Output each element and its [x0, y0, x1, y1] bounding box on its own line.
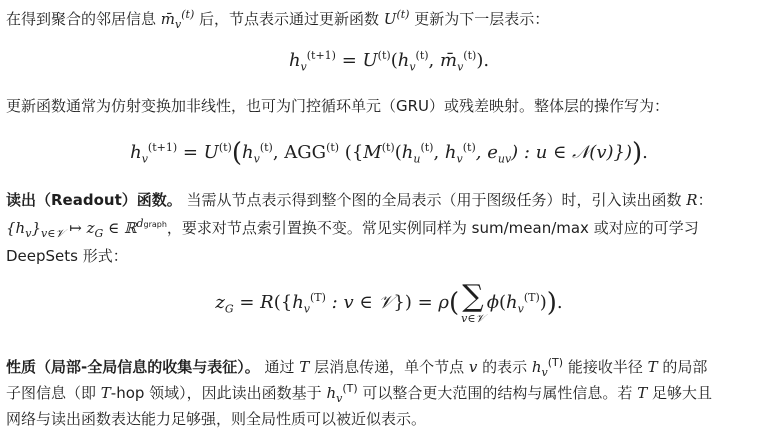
property-heading: 性质（局部-全局信息的收集与表征）。 — [6, 358, 260, 376]
equation-readout: $z_G = R(\{h_v^{(T)}$ : v ∈ 𝒱}) = ρ( ∑ v∈𝒱 $\phi(h_v^{(T)})$). — [215, 279, 563, 325]
math-U: $U^{(t)}$ — [383, 8, 410, 28]
equation-update: $h_v^{(t+1)} = U^{(t)}(h_v^{(t)}$, $m̄_v^{(t)}$). — [288, 49, 490, 74]
math-m-bar: $m̄_v^{(t)}$ — [160, 8, 195, 31]
paragraph-update-options: 更新函数通常为仿射变换加非线性，也可为门控循环单元（GRU）或残差映射。整体层的操作写为： — [6, 97, 670, 115]
paragraph-property-line2: 子图信息（即 T-hop 领域），因此读出函数基于 $h_v^{(T)}$ 可以整合更大范围的结构与属性信息。若 T 足够大且 — [6, 382, 712, 405]
paragraph-property-line3: 网络与读出函数表达能力足够强，则全局性质可以被近似表示。 — [6, 410, 427, 428]
text: 后，节点表示通过更新函数 — [194, 10, 384, 28]
text: 更新为下一层表示： — [409, 10, 550, 28]
equation-layer: $h_v^{(t+1)} = U^{(t)}(h_v^{(t)}$, AGG$^{(t)}$ ({$M^{(t)}(h_u^{(t)}$, $h_v^{(t)}$, $e_{uv}$) : u ∈ 𝒩(v)})). — [130, 138, 648, 168]
readout-heading: 读出（Readout）函数。 — [6, 191, 182, 209]
paragraph-readout-line2: $\{h_v\}_{v\in 𝒱}$ ↦ $z_G$ ∈ ℝ$^{dgraph}$，要求对节点索引置换不变。常见实例同样为 sum/mean/max 或对应的可学习 — [6, 217, 699, 240]
summation: ∑ v∈𝒱 — [461, 279, 485, 325]
paragraph-readout-line3: DeepSets 形式： — [6, 247, 128, 265]
paragraph-property-line1: 性质（局部-全局信息的收集与表征）。 通过 T 层消息传递，单个节点 v 的表示 $h_v^{(T)}$ 能接收半径 T 的局部 — [6, 356, 708, 379]
paragraph-readout-line1: 读出（Readout）函数。 当需从节点表示得到整个图的全局表示（用于图级任务）时，引入读出函数 R： — [6, 191, 713, 209]
text: 在得到聚合的邻居信息 — [6, 10, 161, 28]
paragraph-update-intro — [6, 8, 549, 30]
